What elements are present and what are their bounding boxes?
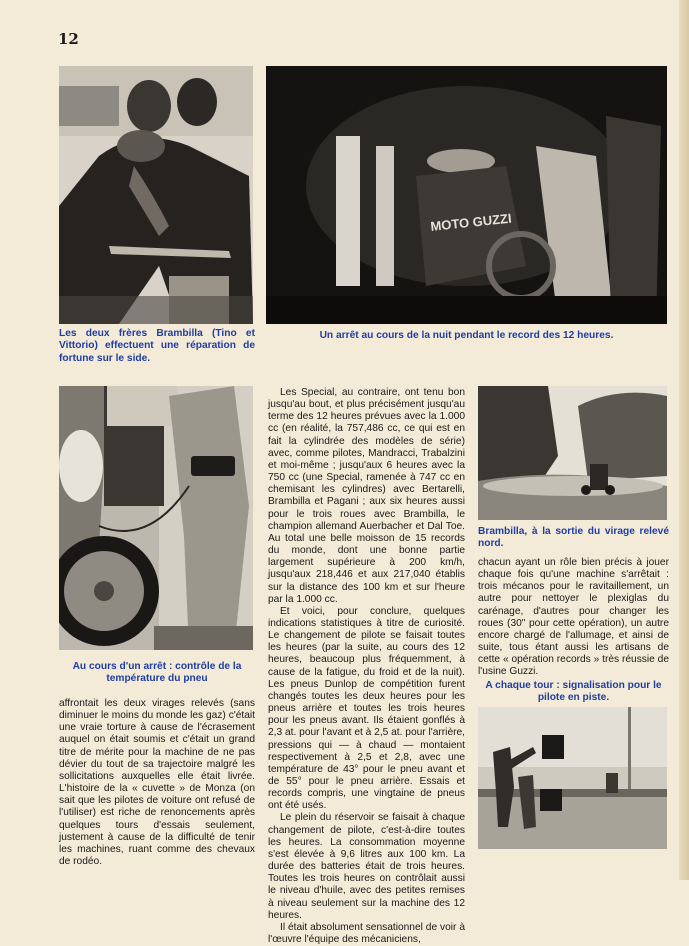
page-edge-shadow	[679, 0, 689, 880]
article-column-2	[268, 387, 465, 946]
caption-tyre-check: Au cours d'un arrêt : contrôle de la température du pneu	[72, 661, 242, 685]
article-paragraph: affrontait les deux virages relevés (sans diminuer le moins du monde les gaz) c'était une vraie torture à cause de l'écrasement auquel on était soumis et c'était un grand titre de mérite pour la machine de ne pas dévier du tout de sa trajectoire malgré les sollicitations auxquelles elle était livrée. L'histoire de la « cuvette » de Monza (on sait que les pilotes de voiture ont refusé de l'utiliser) est riche de renoncements après quelques tours d'essais seulement, justement à cause de la difficulté de tenir les machines, ruant comme des chevaux de rodéo.	[59, 698, 255, 868]
article-paragraph: Les Special, au contraire, ont tenu bon jusqu'au bout, et plus précisément jusqu'au terme des 12 heures prévues avec la 1.000 cc (en réalité, la 757,486 cc, ce qui est en fait la cylindrée des modèles de série) avec, comme pilotes, Mandracci, Trabalzini et moi-même ; jusqu'aux 6 heures avec la 750 cc (une Special, ramenée à 747 cc en chemisant les cylindres) avec Bertarelli, Brambilla et Pagani ; aux six heures aussi pour le trois roues avec Brambilla, le champion allemand Auerbacher et Dal Toe. Au total une belle moisson de 15 records du monde, dont une bonne partie largement supérieure à 200 km/h, jusqu'aux 218,446 et aux 217,040 établis sur la distance des 100 km et sur l'heure par la 1.000 cc.	[268, 387, 465, 605]
caption-signal: A chaque tour : signalisation pour le pilote en piste.	[485, 680, 662, 704]
banked-curve-exit-photo-icon	[478, 386, 667, 520]
article-column-1	[59, 698, 255, 868]
signal-photo	[478, 707, 667, 849]
pit-signaling-photo-icon	[478, 707, 667, 849]
caption-night-stop: Un arrêt au cours de la nuit pendant le record des 12 heures.	[319, 330, 614, 341]
caption-banking: Brambilla, à la sortie du virage relevé nord.	[478, 526, 669, 550]
article-paragraph: Il était absolument sensationnel de voir à l'œuvre l'équipe des mécaniciens,	[268, 921, 465, 946]
tyre-check-photo	[59, 386, 253, 650]
tyre-temperature-check-photo-icon	[59, 386, 253, 650]
brambilla-brothers-photo	[59, 66, 253, 324]
article-paragraph: Et voici, pour conclure, quelques indications statistiques à titre de curiosité. Le changement de pilote se faisait toutes les heures (par la suite, au cours des 12 heures, beaucoup plus fréquemment, à cause de la fatigue, du froid et de la nuit). Les pneus Dunlop de compétition furent changés toutes les deux heures pour les pneus arrière et toutes les trois heures pour les pneus avant. Ils étaient gonflés à 2,3 at. pour l'avant et à 2,5 at. pour l'arrière, pressions qui — à chaud — montaient respectivement à 2,5 et 2,8, avec une température de 43° pour le pneu avant et de 55° pour le pneu arrière. Essais et records compris, une vingtaine de pneus ont été usés.	[268, 605, 465, 812]
night-pit-stop-photo-icon	[266, 66, 667, 324]
article-column-3	[478, 557, 669, 679]
tank-lettering: MOTO GUZZI	[429, 210, 513, 234]
brambilla-brothers-repair-photo-icon	[59, 66, 253, 324]
night-pit-stop-photo	[266, 66, 667, 324]
banking-photo	[478, 386, 667, 520]
caption-brothers: Les deux frères Brambilla (Tino et Vittorio) effectuent une réparation de fortune sur le side.	[59, 328, 255, 364]
article-paragraph: Le plein du réservoir se faisait à chaque changement de pilote, c'est-à-dire toutes les heures. La consommation moyenne s'est élevée à 9,6 litres aux 100 km. La durée des batteries était de trois heures. Toutes les trois heures on contrôlait aussi le niveau d'huile, avec des petites remises à niveau seulement sur la machine des 12 heures.	[268, 812, 465, 921]
article-paragraph: chacun ayant un rôle bien précis à jouer chaque fois qu'une machine s'arrêtait : trois mécanos pour le ravitaillement, un autre pour nettoyer le plexiglas du carénage, d'autres pour changer les roues (30" pour cette opération), un autre encore chargé de l'allumage, et ainsi de suite, tous étant aussi les artisans de cette « opération records » très réussie de l'usine Guzzi.	[478, 557, 669, 678]
page-number: 12	[58, 30, 79, 48]
